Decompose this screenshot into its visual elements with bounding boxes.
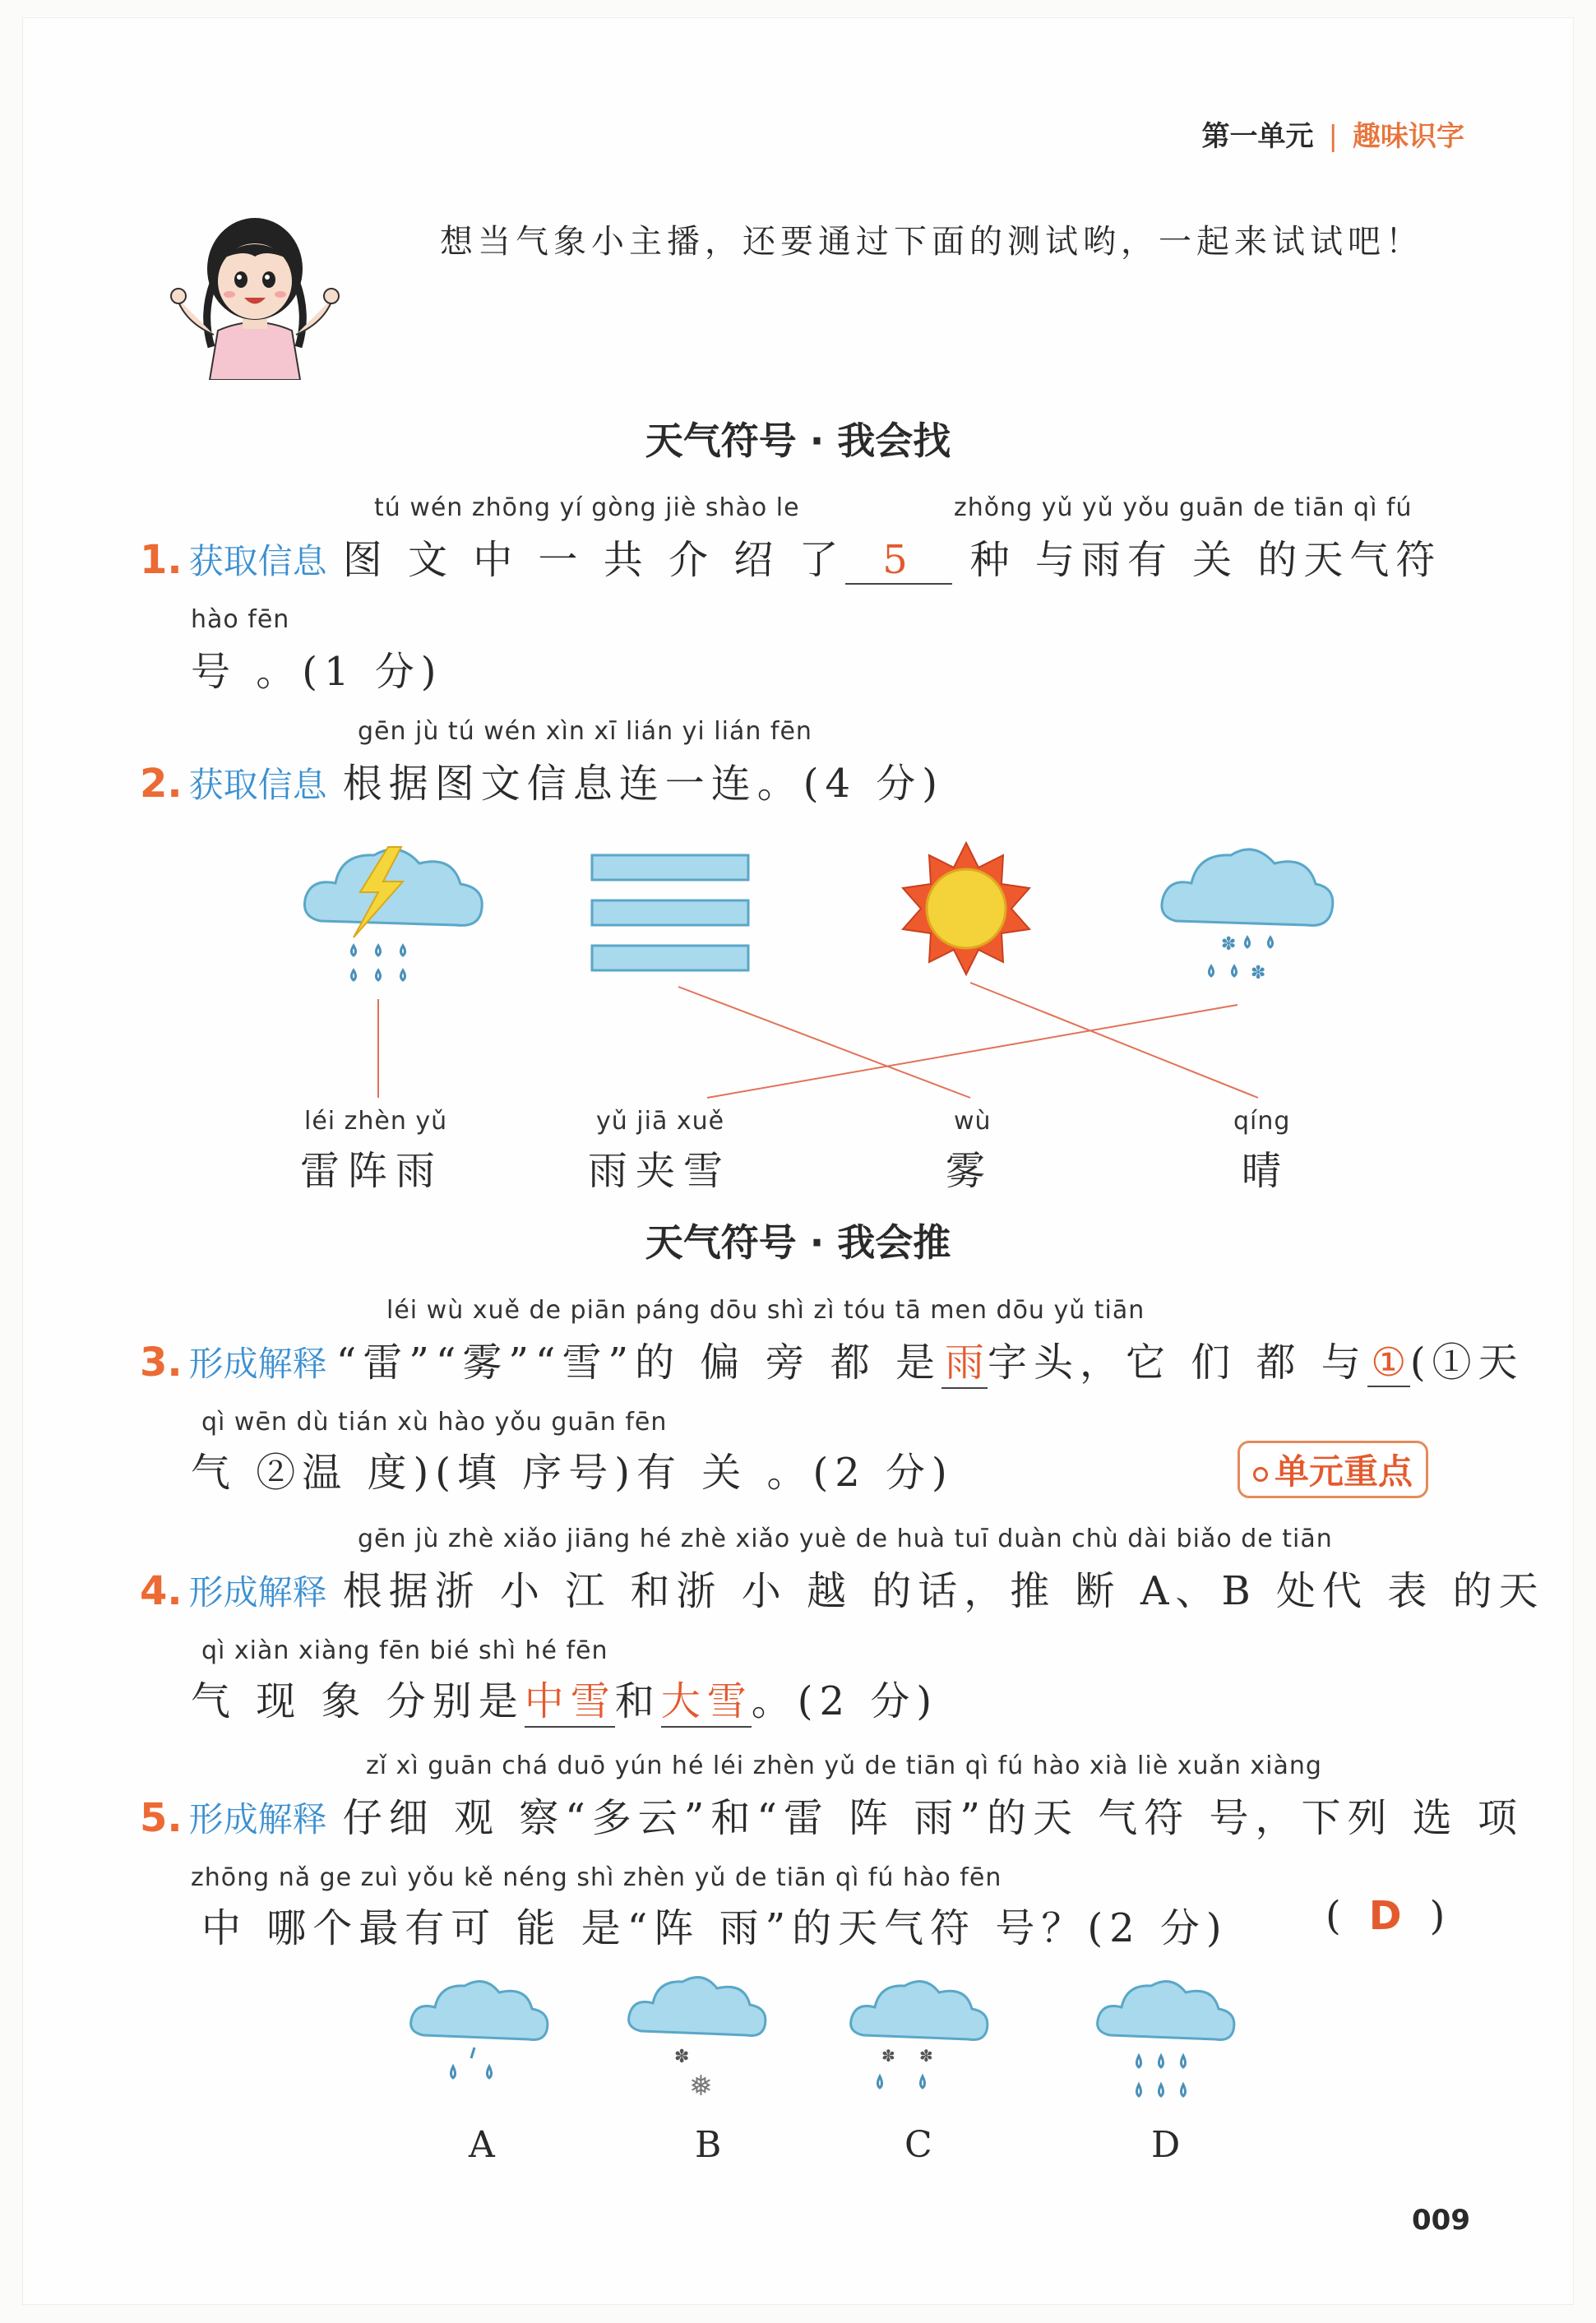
label-sunny: 晴: [1242, 1148, 1290, 1194]
q4-text-post: 。(2 分): [751, 1678, 939, 1724]
badge-label: 单元重点: [1274, 1451, 1413, 1492]
q1-pinyin-b: zhǒng yǔ yǔ yǒu guān de tiān qì fú: [954, 493, 1413, 522]
label-sleet: 雨夹雪: [588, 1148, 732, 1194]
q3-pinyin-b: qì wēn dù tián xù hào yǒu guān fēn: [201, 1408, 668, 1437]
q5-tag: 形成解释: [188, 1799, 327, 1839]
q4-line2: [191, 1669, 938, 1728]
q3-text-post: (①天: [1409, 1340, 1524, 1386]
q5-paren-close: ): [1429, 1893, 1446, 1939]
cloud-snow-rain-icon: [847, 1969, 995, 2101]
q3-answer-choice[interactable]: ①: [1367, 1340, 1410, 1387]
q4-pinyin-b: qì xiàn xiàng fēn bié shì hé fēn: [201, 1636, 608, 1665]
svg-text:✽: ✽: [1221, 934, 1237, 955]
q5-answer-bracket: [1325, 1893, 1445, 1939]
q4-number: 4.: [140, 1568, 183, 1614]
q4-text-pre: 气 现 象 分别是: [191, 1678, 525, 1724]
cloud-rain-icon: [407, 1969, 555, 2101]
cloud-shower-icon: [1094, 1969, 1242, 2109]
intro-text: 想当气象小主播，还要通过下面的测试哟，一起来试试吧！: [440, 223, 1423, 261]
q3-pinyin-a: léi wù xuě de piān páng dōu shì zì tóu tā men dōu yǔ tiān: [386, 1296, 1145, 1325]
unit-subtitle: 趣味识字: [1353, 120, 1464, 153]
option-d-label[interactable]: D: [1151, 2124, 1181, 2166]
q5-answer[interactable]: D: [1368, 1893, 1402, 1939]
q3-text-cont: 气 ②温 度)(填 序号)有 关 。(2 分): [191, 1450, 954, 1496]
q2-text: 根据图文信息连一连。(4 分): [342, 761, 945, 807]
q3-number: 3.: [140, 1340, 183, 1386]
option-b-label[interactable]: B: [695, 2124, 722, 2166]
question-5: [140, 1786, 1524, 1843]
cloud-snow-icon: [625, 1965, 773, 2105]
q4-tag: 形成解释: [188, 1572, 327, 1613]
q1-pinyin-c: hào fēn: [191, 605, 290, 634]
label-thunderstorm-pinyin: léi zhèn yǔ: [304, 1107, 448, 1136]
q3-text-pre: “雷”“雾”“雪”的 偏 旁 都 是: [335, 1340, 942, 1386]
header-separator: |: [1328, 120, 1338, 153]
option-c-label[interactable]: C: [904, 2124, 932, 2166]
q4-pinyin-a: gēn jù zhè xiǎo jiāng hé zhè xiǎo yuè de huà tuī duàn chù dài biǎo de tiān: [358, 1525, 1333, 1553]
section-title-find: 天气符号 · 我会找: [645, 419, 951, 463]
q1-answer[interactable]: 5: [845, 537, 952, 585]
q4-text-and: 和: [614, 1678, 661, 1724]
q3-tag: 形成解释: [188, 1344, 327, 1384]
label-fog: 雾: [946, 1148, 994, 1194]
label-fog-pinyin: wù: [954, 1107, 992, 1136]
q1-pinyin-a: tú wén zhōng yí gòng jiè shào le: [374, 493, 800, 522]
q4-answer-a[interactable]: 中雪: [525, 1669, 615, 1728]
svg-text:✽: ✽: [919, 2046, 933, 2066]
svg-text:✽: ✽: [881, 2046, 895, 2066]
q2-tag: 获取信息: [188, 765, 327, 805]
q3-text-mid: 字头，它 们 都 与: [988, 1340, 1367, 1386]
section-title-infer: 天气符号 · 我会推: [645, 1220, 951, 1265]
q3-answer-radical[interactable]: 雨: [941, 1330, 988, 1389]
q1-tag: 获取信息: [188, 541, 327, 581]
svg-text:❅: ❅: [689, 2070, 713, 2103]
q5-text: 仔细 观 察“多云”和“雷 阵 雨”的天 气符 号，下列 选 项: [342, 1795, 1524, 1841]
label-sunny-pinyin: qíng: [1233, 1107, 1291, 1136]
q1-text-post: 种 与雨有 关 的天气符: [969, 537, 1442, 583]
q5-text-cont: 中 哪个最有可 能 是“阵 雨”的天气符 号？(2 分): [201, 1905, 1228, 1951]
svg-text:✽: ✽: [674, 2047, 690, 2067]
q4-answer-b[interactable]: 大雪: [661, 1669, 752, 1728]
q1-number: 1.: [140, 537, 183, 583]
q1-text-pre: 图 文 中 一 共 介 绍 了: [342, 537, 845, 583]
q2-number: 2.: [140, 761, 183, 807]
q4-text: 根据浙 小 江 和浙 小 越 的话，推 断 A、B 处代 表 的天: [342, 1568, 1545, 1614]
label-sleet-pinyin: yǔ jiā xuě: [596, 1107, 725, 1136]
unit-title: 第一单元: [1201, 120, 1314, 153]
label-thunderstorm: 雷阵雨: [300, 1148, 444, 1194]
q5-paren-open: (: [1325, 1893, 1341, 1939]
q2-pinyin: gēn jù tú wén xìn xī lián yi lián fēn: [358, 717, 812, 746]
q5-number: 5.: [140, 1795, 183, 1841]
svg-text:✽: ✽: [1251, 963, 1266, 983]
page-number: 009: [1412, 2204, 1470, 2237]
badge-dot-icon: [1253, 1467, 1268, 1482]
q5-pinyin-b: zhōng nǎ ge zuì yǒu kě néng shì zhèn yǔ de tiān qì fú hào fēn: [191, 1863, 1002, 1892]
q1-text-cont: 号 。(1 分): [191, 649, 443, 695]
unit-key-point-badge: [1237, 1441, 1428, 1498]
question-3: [140, 1330, 1524, 1389]
question-4: [140, 1559, 1545, 1616]
q5-pinyin-a: zǐ xì guān chá duō yún hé léi zhèn yǔ de tiān qì fú hào xià liè xuǎn xiàng: [366, 1752, 1322, 1780]
option-a-label[interactable]: A: [469, 2124, 495, 2166]
